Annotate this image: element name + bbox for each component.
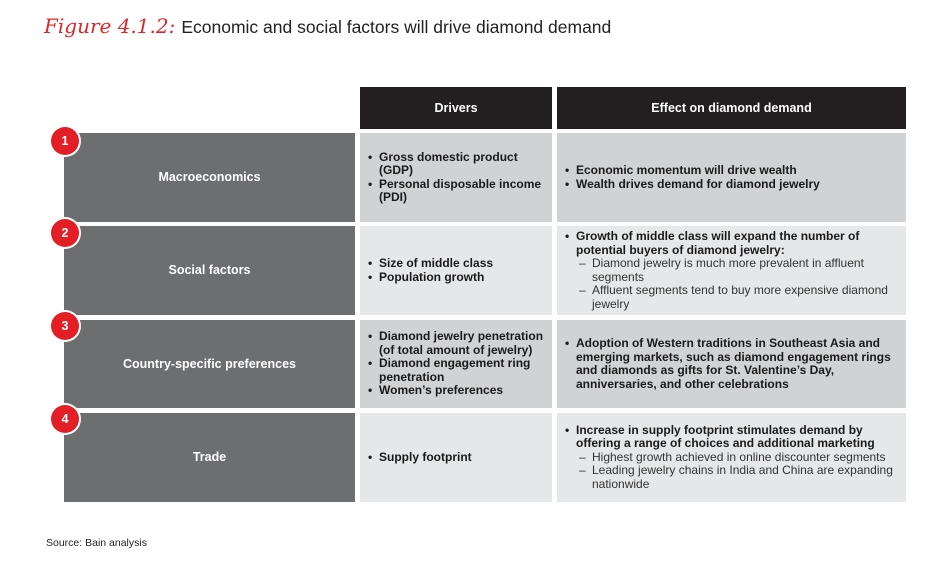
drivers-cell bbox=[360, 226, 552, 315]
header-effect: Effect on diamond demand bbox=[557, 87, 906, 129]
effects-cell bbox=[557, 413, 906, 502]
source-note: Source: Bain analysis bbox=[46, 537, 147, 549]
row-number-badge: 3 bbox=[51, 312, 79, 340]
factor-cell: Country-specific preferences bbox=[64, 320, 355, 408]
effects-cell bbox=[557, 320, 906, 408]
row-number-badge: 4 bbox=[51, 405, 79, 433]
driver-bullet: • Supply footprint bbox=[368, 451, 546, 465]
effect-sub-bullet: – Diamond jewelry is much more prevalent in affluent segments bbox=[565, 257, 898, 284]
effects-cell bbox=[557, 133, 906, 222]
driver-bullet: • Diamond engagement ring penetration bbox=[368, 357, 546, 384]
driver-bullet: • Gross domestic product (GDP) bbox=[368, 151, 546, 178]
figure-label: Figure 4.1.2: bbox=[44, 14, 176, 38]
effect-sub-bullet: – Highest growth achieved in online discounter segments bbox=[565, 451, 898, 465]
header-drivers: Drivers bbox=[360, 87, 552, 129]
row-number-badge: 2 bbox=[51, 219, 79, 247]
effect-bullet: • Wealth drives demand for diamond jewelry bbox=[565, 178, 898, 192]
effects-cell bbox=[557, 226, 906, 315]
driver-bullet: • Personal disposable income (PDI) bbox=[368, 178, 546, 205]
driver-bullet: • Women’s preferences bbox=[368, 384, 546, 398]
drivers-cell bbox=[360, 320, 552, 408]
factor-cell: Trade bbox=[64, 413, 355, 502]
factor-cell: Social factors bbox=[64, 226, 355, 315]
driver-bullet: • Population growth bbox=[368, 271, 546, 285]
effect-bullet: • Increase in supply footprint stimulates demand by offering a range of choices and additional marketing bbox=[565, 424, 898, 451]
driver-bullet: • Size of middle class bbox=[368, 257, 546, 271]
driver-bullet: • Diamond jewelry penetration (of total amount of jewelry) bbox=[368, 330, 546, 357]
effect-bullet: • Growth of middle class will expand the number of potential buyers of diamond jewelry: bbox=[565, 230, 898, 257]
figure-title-text: Economic and social factors will drive diamond demand bbox=[181, 17, 612, 37]
effect-sub-bullet: – Leading jewelry chains in India and China are expanding nationwide bbox=[565, 464, 898, 491]
figure-title bbox=[44, 14, 611, 38]
effect-sub-bullet: – Affluent segments tend to buy more expensive diamond jewelry bbox=[565, 284, 898, 311]
effect-bullet: • Economic momentum will drive wealth bbox=[565, 164, 898, 178]
factor-cell: Macroeconomics bbox=[64, 133, 355, 222]
row-number-badge: 1 bbox=[51, 127, 79, 155]
effect-bullet: • Adoption of Western traditions in Southeast Asia and emerging markets, such as diamond engagement rings and diamonds as gifts for St. Valentine’s Day, anniversaries, and other celebrations bbox=[565, 337, 898, 391]
drivers-cell bbox=[360, 133, 552, 222]
drivers-cell bbox=[360, 413, 552, 502]
